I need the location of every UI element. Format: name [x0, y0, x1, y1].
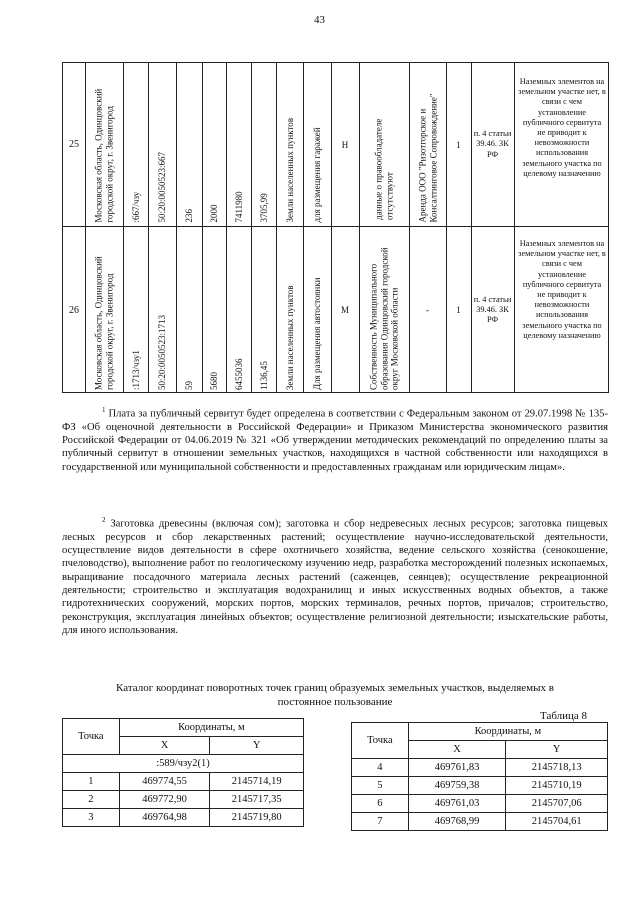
x-header: X [119, 737, 210, 755]
lease-cell: - [426, 305, 429, 315]
use-text: Для размещения автостоянки [311, 277, 322, 390]
cadastral-cell [148, 63, 176, 226]
point-cell: 1 [63, 773, 120, 791]
value-text: 2000 [208, 204, 219, 222]
y-cell: 2145707,06 [506, 795, 608, 813]
owner-cell [359, 63, 409, 226]
point-header: Точка [352, 723, 409, 759]
subnumber-text: :1713/чзу1 [130, 350, 141, 390]
use-cell [303, 63, 331, 226]
value-text: 5680 [208, 372, 219, 390]
table-row [352, 795, 608, 813]
law-cell: п. 4 статьи 39.46. ЗК РФ [473, 294, 512, 325]
value-cell [226, 63, 251, 226]
x-header: X [408, 741, 506, 759]
table-row [352, 777, 608, 795]
servitude-table [62, 62, 609, 393]
value-text: 7411980 [233, 190, 244, 222]
y-cell: 2145710,19 [506, 777, 608, 795]
value-text: 3705,99 [258, 192, 269, 222]
note-text: Наземных элементов на земельном участке нет, в связи с чем установление публичного сервитута не приводит к невозможности использования земельного участка по целевому назначению [518, 239, 606, 340]
y-cell: 2145719,80 [210, 809, 304, 827]
address-text: Московская область, Одинцовский городской округ, г. Звенигород [93, 88, 114, 222]
table-header-row [63, 719, 304, 737]
value-text: 1136,45 [258, 361, 269, 390]
one-cell: 1 [456, 139, 461, 150]
cadastral-cell [148, 226, 176, 394]
category-cell [276, 226, 303, 394]
value-cell [202, 226, 226, 394]
footnote-text: Заготовка древесины (включая сом); заготовка и сбор недревесных лесных ресурсов; заготовка пищевых лесных ресурсов и сбор лекарственных растений; осуществление научно-исследовательской деятельности, осуществление видов деятельности в сфере охотничьего хозяйства, ведение сельского хозяйства (сенокошение, пчеловодство), выполнение работ по геологическому изучению недр, разработка месторождений полезных ископаемых, выращивание посадочного материала лесных растений (саженцев, сеянцев); осуществление рекреационной деятельности; строительство и эксплуатация водохранилищ и иных искусственных водных объектов, а также гидротехнических сооружений, морских портов, морских терминалов, речных портов, причалов; строительство, реконструкция, эксплуатация линейных объектов; осуществление религиозной деятельности; изыскательские работы, для иного использования. [62, 518, 608, 636]
owner-cell [359, 226, 409, 394]
x-cell: 469759,38 [408, 777, 506, 795]
row-number: 25 [69, 139, 79, 150]
point-cell: 2 [63, 791, 120, 809]
one-cell: 1 [456, 305, 461, 315]
address-text: Московская область, Одинцовский городской округ, г. Звенигород [93, 256, 114, 390]
law-cell: п. 4 статьи 39.46. ЗК РФ [473, 129, 512, 159]
lease-cell [409, 63, 446, 226]
x-cell: 469774,55 [119, 773, 210, 791]
subnumber-text: :667/чзу [130, 191, 141, 222]
category-text: Земли населенных пунктов [284, 285, 295, 390]
coords-table-right [351, 722, 608, 831]
coords-header: Координаты, м [119, 719, 303, 737]
table-label: Таблица 8 [540, 710, 588, 722]
x-cell: 469764,98 [119, 809, 210, 827]
point-cell: 3 [63, 809, 120, 827]
table-row [63, 809, 304, 827]
x-cell: 469768,99 [408, 813, 506, 831]
y-cell: 2145717,35 [210, 791, 304, 809]
owner-text: данные о правообладателе отсутствуют [373, 118, 394, 220]
table-row [63, 773, 304, 791]
y-header: Y [506, 741, 608, 759]
address-cell [85, 63, 123, 226]
value-cell [251, 226, 276, 394]
value-cell [202, 63, 226, 226]
catalog-title: Каталог координат поворотных точек границ образуемых земельных участков, выделяемых в постоянное пользование [116, 682, 554, 708]
value-cell [176, 226, 202, 394]
subnumber-cell [123, 63, 148, 226]
y-header: Y [210, 737, 304, 755]
cadastral-text: 50:20:0050523:667 [156, 151, 167, 222]
category-text: Земли населенных пунктов [284, 117, 295, 222]
owner-text: Собственность Муниципального образования Одинцовский городской округ Московской области [368, 247, 400, 390]
letter-cell: Н [341, 139, 349, 150]
x-cell: 469772,90 [119, 791, 210, 809]
value-text: 59 [183, 381, 194, 390]
point-cell: 5 [352, 777, 409, 795]
col-divider [514, 63, 515, 392]
table-row [352, 813, 608, 831]
value-cell [176, 63, 202, 226]
footnote-mark: 2 [102, 516, 106, 524]
value-text: 236 [183, 208, 194, 222]
coords-table-left [62, 718, 304, 827]
coords-header: Координаты, м [408, 723, 607, 741]
table-row [63, 791, 304, 809]
footnote-mark: 1 [102, 406, 106, 414]
value-cell [226, 226, 251, 394]
cadastral-text: 50:20:0050523:1713 [156, 314, 167, 390]
section-label: :589/чзу2(1) [63, 755, 304, 773]
y-cell: 2145718,13 [506, 759, 608, 777]
value-text: 6455036 [233, 358, 244, 390]
note-text: Наземных элементов на земельном участке нет, в связи с чем установление публичного сервитута не приводит к невозможности использования земельного участка по целевому назначению [518, 77, 606, 178]
category-cell [276, 63, 303, 226]
point-cell: 7 [352, 813, 409, 831]
table-header-row [352, 723, 608, 741]
row-number: 26 [69, 305, 79, 316]
table-row [352, 759, 608, 777]
footnote-1 [62, 404, 608, 474]
point-cell: 4 [352, 759, 409, 777]
y-cell: 2145714,19 [210, 773, 304, 791]
y-cell: 2145704,61 [506, 813, 608, 831]
address-cell [85, 226, 123, 394]
use-text: для размещения гаражей [311, 126, 322, 222]
x-cell: 469761,83 [408, 759, 506, 777]
point-header: Точка [63, 719, 120, 755]
point-cell: 6 [352, 795, 409, 813]
use-cell [303, 226, 331, 394]
footnote-text: Плата за публичный сервитут будет определена в соответствии с Федеральным законом от 29.07.1998 № 135-ФЗ «Об оценочной деятельности в Российской Федерации» и Приказом Министерства экономического развития Российской Федерации от 04.06.2019 № 321 «Об утверждении методических рекомендаций по определению платы за публичный сервитут в отношении земельных участков, находящихся в частной собственности или находящихся в государственной или муниципальной собственности и предоставленных гражданам или юридическим лицам». [62, 408, 608, 473]
footnote-2 [62, 514, 608, 637]
subnumber-cell [123, 226, 148, 394]
lease-text: Аренда ООО "Ризотгорское и Консалтинговое Сопровождение" [417, 93, 438, 222]
section-row [63, 755, 304, 773]
value-cell [251, 63, 276, 226]
letter-cell: М [340, 305, 349, 315]
x-cell: 469761,03 [408, 795, 506, 813]
page-number: 43 [314, 14, 325, 26]
